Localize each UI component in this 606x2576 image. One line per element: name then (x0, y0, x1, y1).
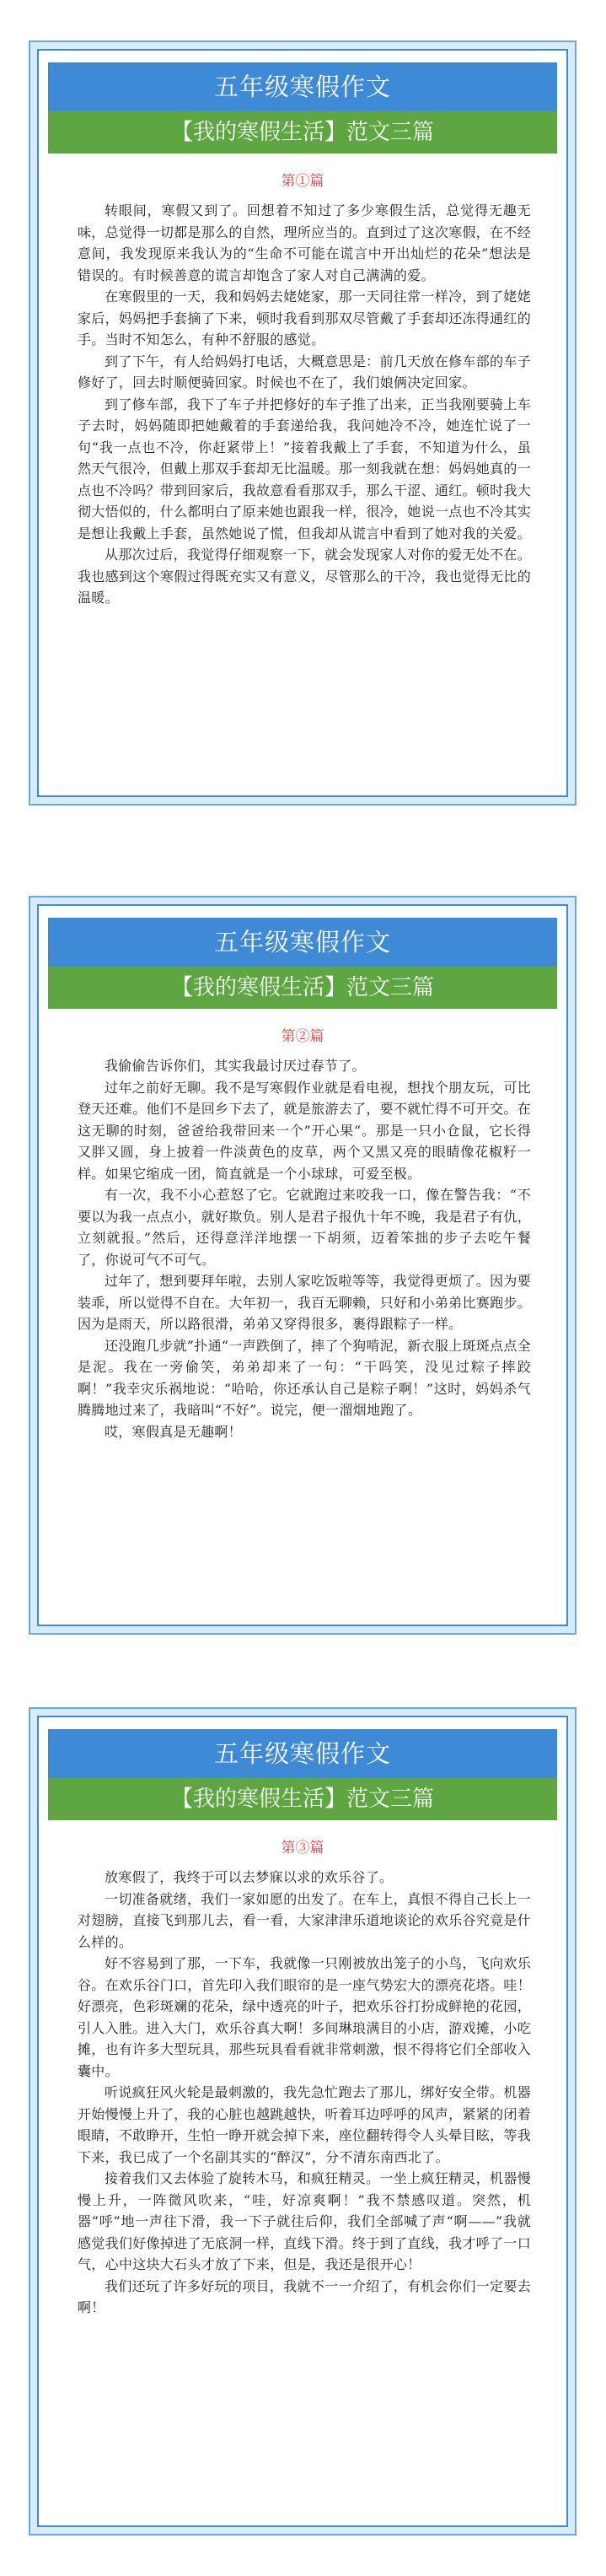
paragraph: 到了修车部，我下了车子并把修好的车子推了出来，正当我刚要骑上车子去时，妈妈随即把她戴着的手套递给我，我问她冷不冷，她连忙说了一句“我一点也不冷，你赶紧带上！”接着我戴上了手套，不知道为什么，虽然天气很冷，但戴上那双手套却无比温暖。那一刻我就在想：妈妈她真的一点也不冷吗？带到回家后，我故意看看那双手，那么干涩、通红。顿时我大彻大悟似的，什么都明白了原来她也跟我一样，很冷，她说一点也不冷其实是想让我戴上手套，虽然她说了慌，但我却从谎言中看到了她对我的关爱。 (78, 396, 531, 542)
paragraph: 到了下午，有人给妈妈打电话，大概意思是：前几天放在修车部的车子修好了，回去时顺便骑回家。时候也不在了，我们娘俩决定回家。 (78, 353, 531, 391)
paragraph: 还没跑几步就”扑通“一声跌倒了，摔了个狗啃泥，新衣服上斑斑点点全是泥。我在一旁偷笑，弟弟却来了一句：“干吗笑，没见过粽子摔跤啊！”我幸灾乐祸地说：“哈哈，你还承认自己是粽子啊！”这时，妈妈杀气腾腾地过来了，我暗叫“不好”。说完，便一溜烟地跑了。 (78, 1337, 531, 1418)
article-body (39, 200, 566, 609)
article-title: 五年级寒假作文 (48, 62, 557, 111)
chapter-label: 第①篇 (281, 173, 324, 190)
article-subtitle: 【我的寒假生活】范文三篇 (48, 1778, 557, 1820)
article-subtitle: 【我的寒假生活】范文三篇 (48, 111, 557, 154)
paragraph: 过年之前好无聊。我不是写寒假作业就是看电视，想找个朋友玩，可比登天还难。他们不是回乡下去了，就是旅游去了，要不就忙得不可开交。在这无聊的时刻，爸爸给我带回来一个”开心果“。那是一只小仓鼠，它长得又胖又圆，身上披着一件淡黄色的皮草，两个又黑又亮的眼睛像花椒籽一样。如果它缩成一团，简直就是一个小球球，可爱至极。 (78, 1079, 531, 1182)
article-card-1 (37, 49, 568, 797)
article-title: 五年级寒假作文 (48, 1729, 557, 1778)
article-title: 五年级寒假作文 (48, 918, 557, 967)
paragraph: 接着我们又去体验了旋转木马，和疯狂精灵。一坐上疯狂精灵，机器慢慢上升，一阵微风吹来，“哇，好凉爽啊！”我不禁感叹道。突然，机器“呼”地一声往下滑，我一下子就往后仰，我们全部喊了声“啊——”我就感觉我们好像掉进了无底洞一样，直线下滑。终于到了直线，我才呼了一口气，心中这块大石头才放了下来，但是，我还是很开心！ (78, 2170, 531, 2272)
paragraph: 我们还玩了许多好玩的项目，我就不一一介绍了，有机会你们一定要去啊！ (78, 2277, 531, 2315)
paragraph: 哎，寒假真是无趣啊！ (105, 1423, 243, 1440)
paragraph: 在寒假里的一天，我和妈妈去姥姥家，那一天同往常一样冷，到了姥姥家后，妈妈把手套摘了下来，顿时我看到那双尽管戴了手套却还冻得通红的手。当时不知怎么，有种不舒服的感觉。 (78, 288, 531, 348)
article-card-2 (37, 904, 568, 1626)
paragraph: 有一次，我不小心惹怒了它。它就跑过来咬我一口，像在警告我：“不要以为我一点点小，就好欺负。别人是君子报仇十年不晚，我是君子有仇，立刻就报。”然后，还得意洋洋地摆一下胡须，迈着笨拙的步子去吃午餐了，你说可气不可气。 (78, 1187, 531, 1268)
paragraph: 听说疯狂风火轮是最刺激的，我先急忙跑去了那儿，绑好安全带。机器开始慢慢上升了，我的心脏也越跳越快，听着耳边呼呼的风声，紧紧的闭着眼睛，不敢睁开，生怕一睁开就会掉下来，座位翻转得令人头晕目眩，等我下来，我已成了一个名副其实的“醉汉”，分不清东南西北了。 (78, 2084, 531, 2165)
paragraph: 放寒假了，我终于可以去梦寐以求的欢乐谷了。 (105, 1869, 394, 1885)
paragraph: 从那次过后，我觉得仔细观察一下，就会发现家人对你的爱无处不在。我也感到这个寒假过得既充实又有意义，尽管那么的干冷，我也觉得无比的温暖。 (78, 547, 531, 606)
article-card-3 (37, 1716, 568, 2527)
paragraph: 过年了，想到要拜年啦，去别人家吃饭啦等等，我觉得更烦了。因为要装乖，所以觉得不自在。大年初一，我百无聊赖，只好和小弟弟比赛跑步。因为是雨天，所以路很滑，弟弟又穿得很多，裹得跟粽子一样。 (78, 1273, 531, 1332)
paragraph: 好不容易到了那，一下车，我就像一只刚被放出笼子的小鸟，飞向欢乐谷。在欢乐谷门口，首先印入我们眼帘的是一座气势宏大的漂亮花塔。哇！好漂亮，色彩斑斓的花朵，绿中透亮的叶子，把欢乐谷打扮成鲜艳的花园，引人入胜。进入大门，欢乐谷真大啊！多间琳琅满目的小店，游戏摊，小吃摊，也有许多大型玩具，那些玩具看看就非常刺激，恨不得将它们全部收入囊中。 (78, 1955, 531, 2079)
paragraph: 一切准备就绪，我们一家如愿的出发了。在车上，真恨不得自己长上一对翅膀，直接飞到那儿去，看一看，大家津津乐道地谈论的欢乐谷究竟是什么样的。 (78, 1890, 531, 1950)
paragraph: 我偷偷告诉你们，其实我最讨厌过春节了。 (105, 1058, 366, 1074)
article-body (39, 1867, 566, 2319)
article-body (39, 1055, 566, 1442)
chapter-label: 第③篇 (281, 1840, 324, 1857)
paragraph: 转眼间，寒假又到了。回想着不知过了多少寒假生活，总觉得无趣无味，总觉得一切都是那么的自然，理所应当的。直到过了这次寒假，在不经意间，我发现原来我认为的“生命不可能在谎言中开出灿烂的花朵”想法是错误的。有时候善意的谎言却饱含了家人对自己满满的爱。 (78, 202, 531, 283)
chapter-label: 第②篇 (281, 1028, 324, 1045)
article-subtitle: 【我的寒假生活】范文三篇 (48, 967, 557, 1009)
